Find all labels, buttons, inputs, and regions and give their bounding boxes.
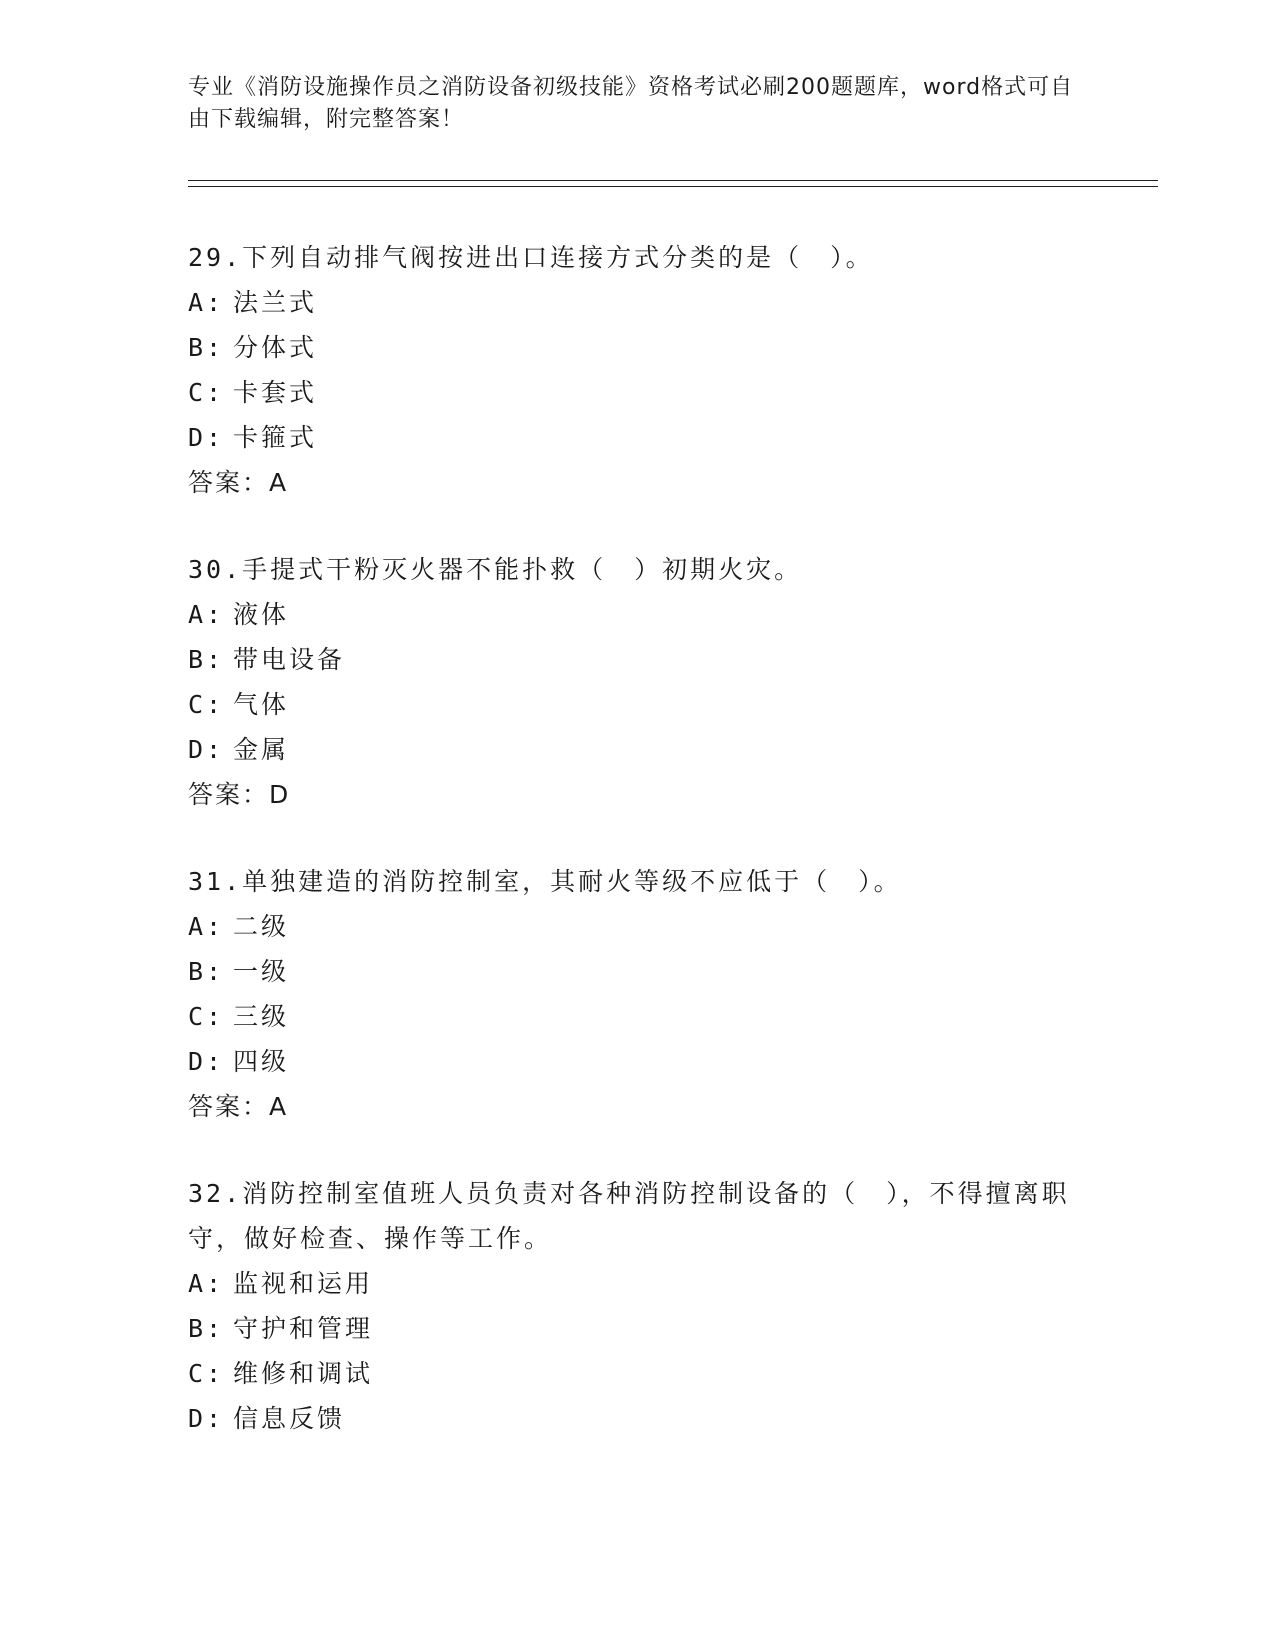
document-page: [188, 72, 1158, 1483]
option-b: [188, 325, 1158, 370]
option-b: [188, 949, 1158, 994]
question-29: [188, 235, 1158, 505]
option-a: [188, 1261, 1158, 1306]
option-key: C:: [188, 690, 225, 719]
option-text: 三级: [233, 1002, 290, 1031]
question-31: [188, 859, 1158, 1129]
option-key: B:: [188, 957, 225, 986]
option-a: [188, 904, 1158, 949]
option-key: D:: [188, 1404, 225, 1433]
option-key: A:: [188, 288, 225, 317]
answer: 答案：D: [188, 780, 291, 809]
question-32: [188, 1171, 1158, 1441]
question-30: [188, 547, 1158, 817]
option-c: [188, 370, 1158, 415]
option-text: 监视和运用: [233, 1269, 374, 1298]
option-d: [188, 1039, 1158, 1084]
question-stem: 30.手提式干粉灭火器不能扑救（ ）初期火灾。: [188, 555, 803, 584]
option-text: 金属: [233, 735, 290, 764]
option-key: D:: [188, 423, 225, 452]
answer: 答案：A: [188, 468, 289, 497]
question-stem: 32.消防控制室值班人员负责对各种消防控制设备的（ ），不得擅离职守，做好检查、操作等工作。: [188, 1179, 1070, 1253]
option-a: [188, 592, 1158, 637]
option-text: 四级: [233, 1047, 290, 1076]
option-key: B:: [188, 333, 225, 362]
option-text: 信息反馈: [233, 1404, 346, 1433]
header-divider: [188, 180, 1158, 187]
option-b: [188, 1306, 1158, 1351]
option-c: [188, 1351, 1158, 1396]
option-d: [188, 727, 1158, 772]
option-text: 法兰式: [233, 288, 318, 317]
option-key: C:: [188, 378, 225, 407]
option-d: [188, 1396, 1158, 1441]
option-key: A:: [188, 912, 225, 941]
option-key: D:: [188, 1047, 225, 1076]
question-stem: 29.下列自动排气阀按进出口连接方式分类的是（ ）。: [188, 243, 874, 272]
option-key: C:: [188, 1002, 225, 1031]
option-text: 维修和调试: [233, 1359, 374, 1388]
option-key: A:: [188, 1269, 225, 1298]
option-text: 分体式: [233, 333, 318, 362]
question-stem: 31.单独建造的消防控制室，其耐火等级不应低于（ ）。: [188, 867, 902, 896]
option-a: [188, 280, 1158, 325]
option-text: 卡套式: [233, 378, 318, 407]
option-key: B:: [188, 1314, 225, 1343]
option-b: [188, 637, 1158, 682]
option-key: B:: [188, 645, 225, 674]
option-c: [188, 682, 1158, 727]
option-d: [188, 415, 1158, 460]
option-key: D:: [188, 735, 225, 764]
option-text: 带电设备: [233, 645, 346, 674]
option-text: 卡箍式: [233, 423, 318, 452]
option-c: [188, 994, 1158, 1039]
option-text: 守护和管理: [233, 1314, 374, 1343]
option-text: 液体: [233, 600, 290, 629]
option-key: C:: [188, 1359, 225, 1388]
option-text: 二级: [233, 912, 290, 941]
option-key: A:: [188, 600, 225, 629]
option-text: 气体: [233, 690, 290, 719]
document-header: 专业《消防设施操作员之消防设备初级技能》资格考试必刷200题题库，word格式可自由下载编辑，附完整答案！: [188, 75, 1074, 132]
answer: 答案：A: [188, 1092, 289, 1121]
question-list: [188, 235, 1158, 1441]
option-text: 一级: [233, 957, 290, 986]
